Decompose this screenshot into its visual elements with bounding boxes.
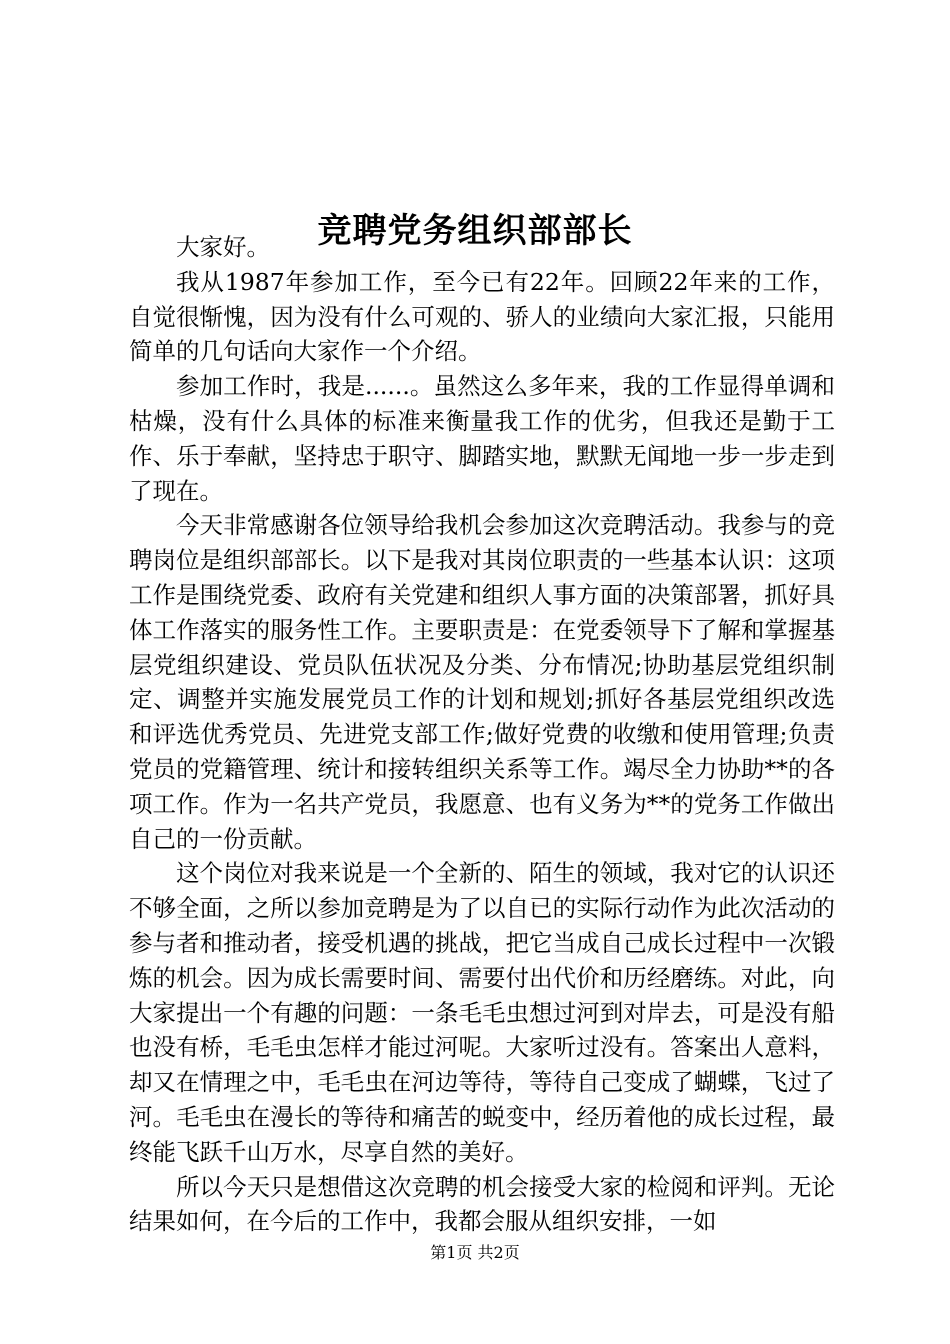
- paragraph: 今天非常感谢各位领导给我机会参加这次竞聘活动。我参与的竞聘岗位是组织部部长。以下是我对其岗位职责的一些基本认识：这项工作是围绕党委、政府有关党建和组织人事方面的决策部署，抓好具体工作落实的服务性工作。主要职责是：在党委领导下了解和掌握基层党组织建设、党员队伍状况及分类、分布情况;协助基层党组织制定、调整并实施发展党员工作的计划和规划;抓好各基层党组织改选和评选优秀党员、先进党支部工作;做好党费的收缴和使用管理;负责党员的党籍管理、统计和接转组织关系等工作。竭尽全力协助**的各项工作。作为一名共产党员，我愿意、也有义务为**的党务工作做出自己的一份贡献。: [129, 511, 835, 853]
- page-footer: 第1页 共2页: [430, 1243, 520, 1262]
- document-title: 竞聘党务组织部部长: [317, 210, 633, 251]
- document-body: [129, 230, 835, 1239]
- paragraph: 参加工作时，我是......。虽然这么多年来，我的工作显得单调和枯燥，没有什么具体的标准来衡量我工作的优劣，但我还是勤于工作、乐于奉献，坚持忠于职守、脚踏实地，默默无闻地一步一步走到了现在。: [129, 372, 835, 505]
- paragraph: 大家好。: [176, 233, 270, 261]
- paragraph: 这个岗位对我来说是一个全新的、陌生的领域，我对它的认识还不够全面，之所以参加竞聘是为了以自已的实际行动作为此次活动的参与者和推动者，接受机遇的挑战，把它当成自己成长过程中一次锻炼的机会。因为成长需要时间、需要付出代价和历经磨练。对此，向大家提出一个有趣的问题：一条毛毛虫想过河到对岸去，可是没有船也没有桥，毛毛虫怎样才能过河呢。大家听过没有。答案出人意料，却又在情理之中，毛毛虫在河边等待，等待自己变成了蝴蝶，飞过了河。毛毛虫在漫长的等待和痛苦的蜕变中，经历着他的成长过程，最终能飞跃千山万水，尽享自然的美好。: [129, 859, 835, 1166]
- paragraph: 我从1987年参加工作，至今已有22年。回顾22年来的工作，自觉很惭愧，因为没有什么可观的、骄人的业绩向大家汇报，只能用简单的几句话向大家作一个介绍。: [129, 267, 835, 366]
- paragraph: 所以今天只是想借这次竞聘的机会接受大家的检阅和评判。无论结果如何，在今后的工作中，我都会服从组织安排，一如: [129, 1172, 835, 1236]
